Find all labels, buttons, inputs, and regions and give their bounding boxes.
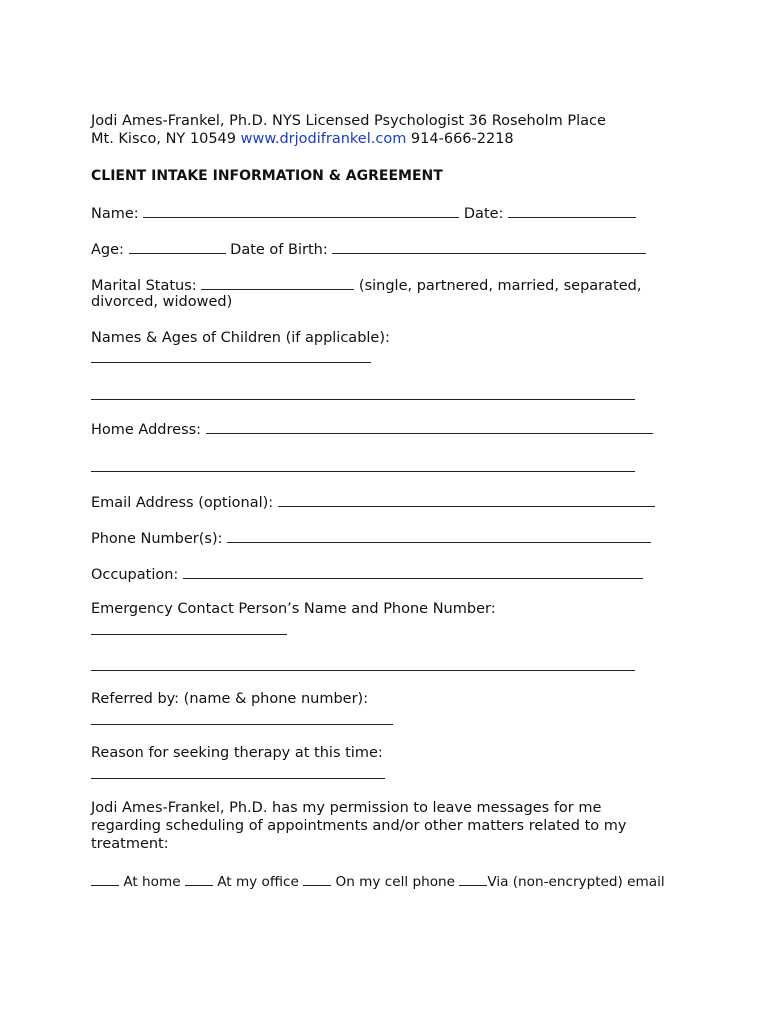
date-field[interactable]: [508, 203, 636, 218]
name-field[interactable]: [143, 203, 459, 218]
website-link[interactable]: www.drjodifrankel.com: [240, 131, 407, 147]
cell-option-label: On my cell phone: [331, 874, 460, 890]
phone-field[interactable]: [227, 528, 651, 543]
phone-row: [91, 528, 651, 548]
email-row: [91, 492, 655, 512]
age-label: Age:: [91, 242, 129, 258]
age-dob-row: [91, 239, 646, 259]
age-field[interactable]: [129, 239, 226, 254]
phone-label: Phone Number(s):: [91, 531, 228, 547]
form-title: CLIENT INTAKE INFORMATION & AGREEMENT: [91, 168, 443, 184]
name-label: Name:: [91, 206, 144, 222]
children-label: Names & Ages of Children (if applicable):: [91, 330, 390, 346]
home-address-field[interactable]: [206, 419, 653, 434]
marital-row: [91, 275, 641, 295]
referred-field[interactable]: [91, 724, 393, 725]
office-option-field[interactable]: [185, 871, 213, 886]
email-option-field[interactable]: [459, 871, 487, 886]
reason-field[interactable]: [91, 778, 385, 779]
date-label: Date:: [459, 206, 509, 222]
occupation-field[interactable]: [183, 564, 643, 579]
letterhead-phone: 914-666-2218: [406, 131, 514, 147]
letterhead-text: Jodi Ames-Frankel, Ph.D. NYS Licensed Psychologist 36 Roseholm Place: [91, 113, 606, 129]
name-date-row: [91, 203, 636, 223]
home-option-label: At home: [119, 874, 185, 890]
email-field[interactable]: [278, 492, 655, 507]
emergency-label: Emergency Contact Person’s Name and Phone Number:: [91, 601, 496, 617]
permission-line-1: Jodi Ames-Frankel, Ph.D. has my permission to leave messages for me: [91, 800, 602, 816]
home-address-row: [91, 419, 653, 439]
emergency-field-2[interactable]: [91, 670, 635, 671]
letterhead-line-1: [91, 112, 606, 130]
children-field-2[interactable]: [91, 399, 635, 400]
letterhead-address: Mt. Kisco, NY 10549: [91, 131, 241, 147]
permission-line-2: regarding scheduling of appointments and/or other matters related to my: [91, 818, 627, 834]
email-option-label: Via (non-encrypted) email: [487, 874, 665, 890]
home-option-field[interactable]: [91, 871, 119, 886]
marital-field[interactable]: [201, 275, 354, 290]
letterhead-line-2: [91, 130, 514, 148]
marital-options: (single, partnered, married, separated,: [354, 278, 642, 294]
marital-label: Marital Status:: [91, 278, 202, 294]
marital-options-line-2: divorced, widowed): [91, 294, 233, 310]
occupation-label: Occupation:: [91, 567, 183, 583]
emergency-field-1[interactable]: [91, 634, 287, 635]
children-field-1[interactable]: [91, 362, 371, 363]
office-option-label: At my office: [212, 874, 304, 890]
message-options-row: [91, 871, 665, 891]
occupation-row: [91, 564, 643, 584]
referred-label: Referred by: (name & phone number):: [91, 691, 369, 707]
reason-label: Reason for seeking therapy at this time:: [91, 745, 383, 761]
permission-line-3: treatment:: [91, 836, 169, 852]
dob-field[interactable]: [332, 239, 646, 254]
dob-label: Date of Birth:: [225, 242, 333, 258]
home-address-field-2[interactable]: [91, 471, 635, 472]
home-address-label: Home Address:: [91, 422, 206, 438]
cell-option-field[interactable]: [303, 871, 331, 886]
email-label: Email Address (optional):: [91, 495, 278, 511]
